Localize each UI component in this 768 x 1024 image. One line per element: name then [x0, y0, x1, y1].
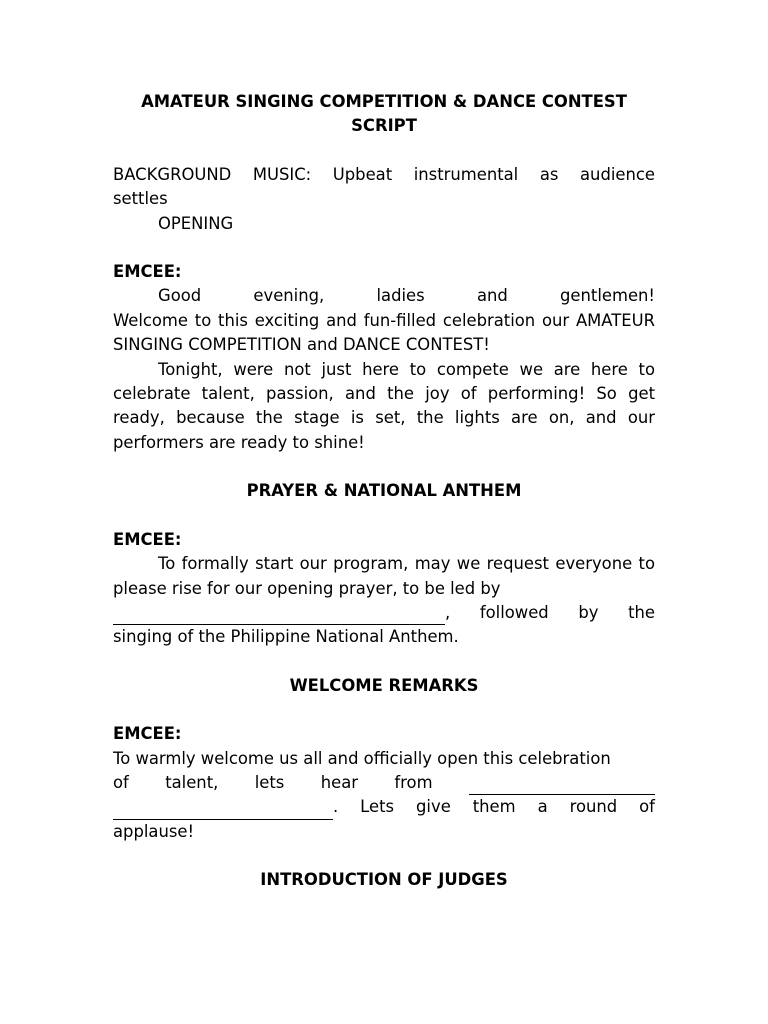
- welcome-heading: WELCOME REMARKS: [289, 675, 479, 695]
- word: Lets: [360, 797, 395, 817]
- bg-word: MUSIC:: [252, 164, 312, 184]
- welcome-text-line1: To warmly welcome us all and officially open this celebration: [113, 748, 611, 768]
- prayer-leader-blank: [113, 607, 445, 625]
- word: of: [639, 797, 655, 817]
- welcome-text-line3: [113, 795, 655, 819]
- word: by: [578, 602, 599, 622]
- greeting-word: ladies: [376, 286, 425, 306]
- emcee-label: EMCEE:: [113, 724, 182, 744]
- word: talent,: [165, 772, 219, 792]
- document-title-line2: SCRIPT: [351, 116, 417, 136]
- document-page: [113, 90, 655, 893]
- period: .: [333, 797, 339, 817]
- judges-heading: INTRODUCTION OF JUDGES: [260, 870, 508, 890]
- word: a: [537, 797, 548, 817]
- greeting-word: Good: [158, 286, 202, 306]
- bg-word: as: [539, 164, 559, 184]
- word: round: [569, 797, 618, 817]
- welcome-text-line4: applause!: [113, 821, 195, 841]
- bg-word: audience: [580, 164, 655, 184]
- prayer-anthem-text: singing of the Philippine National Anthem.: [113, 627, 459, 647]
- background-music-line2: settles: [113, 189, 168, 209]
- welcome-text-line2: [113, 771, 655, 795]
- greeting-word: evening,: [253, 286, 325, 306]
- word: the: [628, 602, 655, 622]
- word: from: [394, 772, 433, 792]
- document-title-line1: AMATEUR SINGING COMPETITION & DANCE CONTEST: [141, 92, 627, 111]
- opening-greeting-line: [113, 284, 655, 308]
- word: of: [113, 772, 129, 792]
- bg-word: instrumental: [413, 164, 519, 184]
- background-music-line: [113, 163, 655, 187]
- emcee-label: EMCEE:: [113, 262, 182, 282]
- emcee-label: EMCEE:: [113, 529, 182, 549]
- speaker-title-blank: [113, 802, 333, 820]
- greeting-word: and: [476, 286, 508, 306]
- greeting-word: gentlemen!: [560, 286, 655, 306]
- opening-tonight-text: Tonight, were not just here to compete we are here to celebrate talent, passion, and the joy of performing! So get ready, because the stage is set, the lights are on, and our performers are ready to shine!: [113, 359, 655, 452]
- word: give: [416, 797, 451, 817]
- prayer-request-text: To formally start our program, may we request everyone to please rise for our opening prayer, to be led by: [113, 554, 655, 598]
- word: them: [472, 797, 516, 817]
- opening-label: OPENING: [158, 213, 234, 233]
- bg-word: Upbeat: [332, 164, 393, 184]
- word: hear: [320, 772, 358, 792]
- bg-word: BACKGROUND: [113, 164, 232, 184]
- prayer-heading: PRAYER & NATIONAL ANTHEM: [246, 481, 522, 501]
- word: lets: [254, 772, 285, 792]
- opening-welcome-text: Welcome to this exciting and fun-filled celebration our AMATEUR SINGING COMPETITION and DANCE CONTEST!: [113, 310, 655, 355]
- comma: ,: [445, 602, 451, 622]
- word: followed: [479, 602, 549, 622]
- speaker-name-blank: [469, 777, 655, 795]
- prayer-blank-line: [113, 601, 655, 625]
